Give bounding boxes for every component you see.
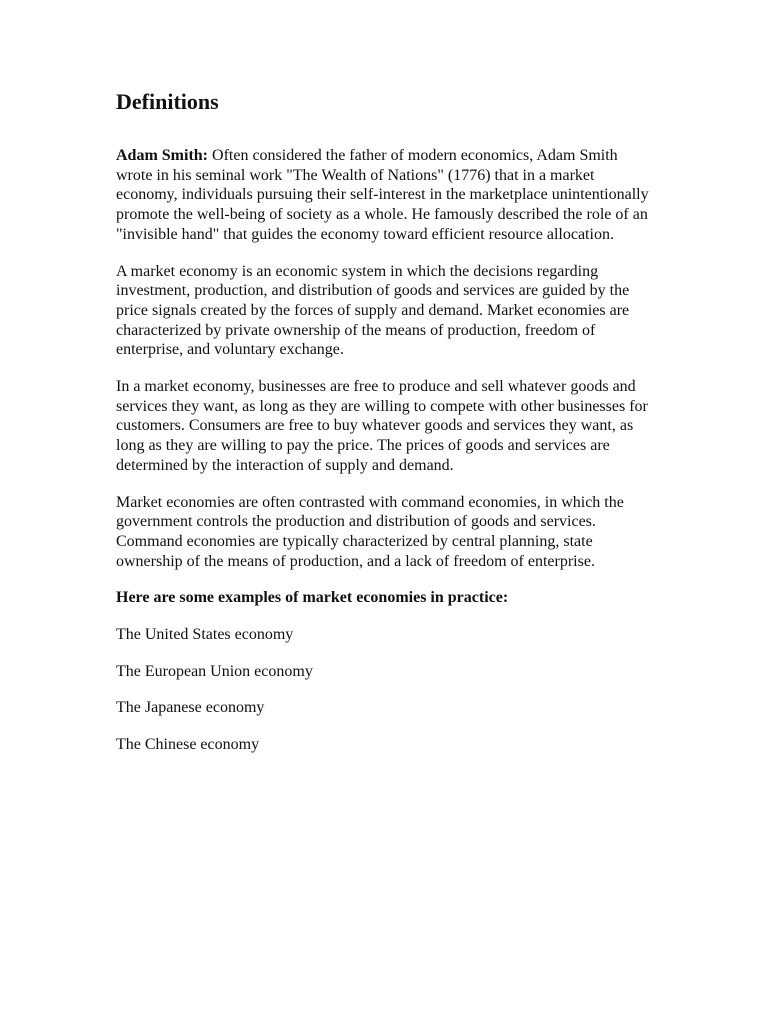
example-item-eu: The European Union economy [116, 662, 313, 680]
document-page [116, 88, 656, 772]
command-economy-paragraph: Market economies are often contrasted with command economies, in which the government controls the production and distribution of goods and services. Command economies are typically characterized by central planning, state ownership of the means of production, and a lack of freedom of enterprise. [116, 493, 624, 570]
page-title: Definitions [116, 89, 219, 114]
example-item-japan: The Japanese economy [116, 699, 265, 717]
market-economy-freedom-paragraph: In a market economy, businesses are free to produce and sell whatever goods and services they want, as long as they are willing to compete with other businesses for customers. Consumers are free to buy whatever goods and services they want, as long as they are willing to pay the price. The prices of goods and services are determined by the interaction of supply and demand. [116, 378, 648, 474]
example-item-china: The Chinese economy [116, 736, 260, 754]
adam-smith-paragraph [116, 146, 656, 245]
examples-heading: Here are some examples of market economies in practice: [116, 589, 509, 607]
adam-smith-text: Often considered the father of modern economics, Adam Smith wrote in his seminal work "The Wealth of Nations" (1776) that in a market economy, individuals pursuing their self-interest in the marketplace unintentionally promote the well-being of society as a whole. He famously described the role of an "invisible hand" that guides the economy toward efficient resource allocation. [116, 147, 649, 243]
adam-smith-lead: Adam Smith: [116, 147, 209, 164]
market-economy-definition-paragraph: A market economy is an economic system in which the decisions regarding investment, production, and distribution of goods and services are guided by the price signals created by the forces of supply and demand. Market economies are characterized by private ownership of the means of production, freedom of enterprise, and voluntary exchange. [116, 262, 630, 359]
example-item-us: The United States economy [116, 626, 294, 644]
